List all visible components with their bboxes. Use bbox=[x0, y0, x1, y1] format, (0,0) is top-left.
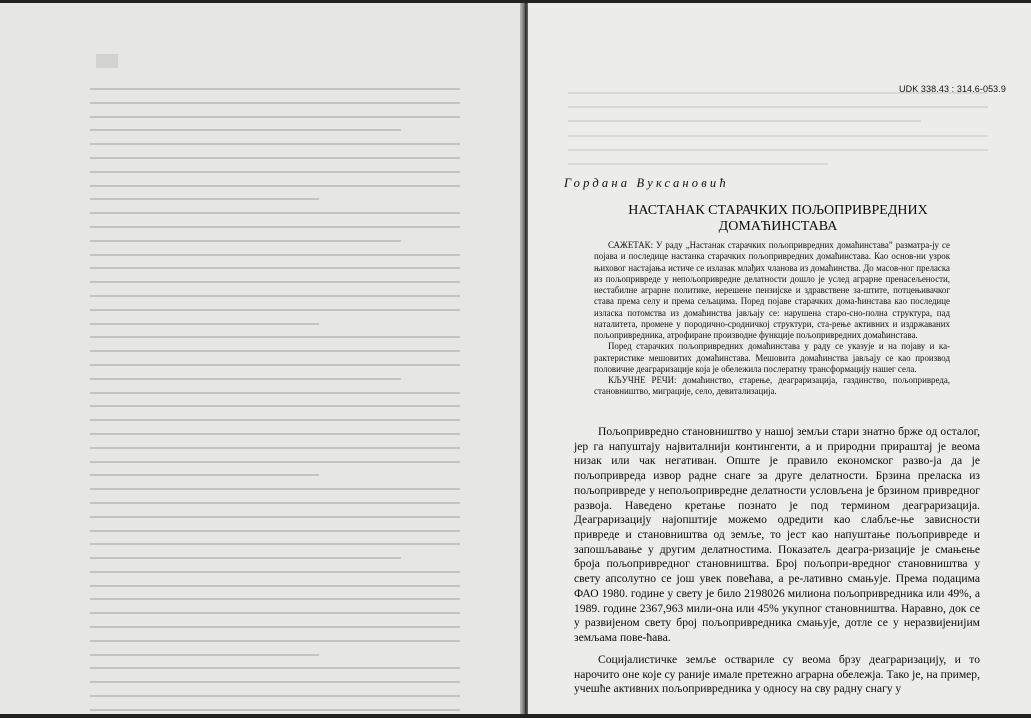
bleed-through-page-number bbox=[96, 54, 118, 68]
body-paragraph: Пољопривредно становништво у нашој земљи стари знатно брже од осталог, јер га напуштају највиталнији контингенти, а и природни прираштај је веома низак или чак негативан. Опште је правило економског разво-ја да је пољопривреда извор радне снаге за друге делатности. Брзина преласка из пољопривреде у непољопривредне делатности условљена је брзином привредног развоја. Наведено кретање познато је под термином деаграризација. Деаграризацију најопштије можемо одредити као слабље-ње зависности привреде и становништва од земље, то јест као напуштање пољопривреде и запошљавање у другим делатностима. Показатељ деагра-ризације је смањење броја пољопривредног становништва. Број пољопри-вредног становништва у свету апсолутно се још увек повећава, а ре-лативно смањује. Према подацима ФАО 1980. године у свету је било 2198026 милиона пољопривредника или 49%, а 1989. године 2367,963 мили-она или 45% укупног становништва. Наравно, док се у развијеном свету број пољопривредника смањује, дотле се у неразвијенијим земљама пове-ћава. bbox=[574, 425, 980, 645]
article-title: НАСТАНАК СТАРАЧКИХ ПОЉОПРИВРЕДНИХ ДОМАЋИНСТАВА bbox=[628, 203, 928, 234]
abstract bbox=[594, 240, 950, 398]
udk-code: UDK 338.43 : 314.6-053.9 bbox=[899, 84, 1006, 94]
body-paragraph: Социјалистичке земље оствариле су веома брзу деаграризацију, и то нарочито оне које су раније имале претежно аграрна обележја. Тако је, на пример, учешће активних пољопривредника у односу на сву радну снагу у bbox=[574, 652, 980, 696]
scan-edge-top bbox=[0, 0, 1031, 3]
keywords: КЉУЧНЕ РЕЧИ: домаћинство, старење, деаграризација, газдинство, пољопривреда, становништво, миграције, село, девитализација. bbox=[594, 375, 950, 397]
bleed-through-text bbox=[568, 92, 988, 177]
article-body bbox=[574, 425, 980, 704]
bleed-through-text bbox=[90, 88, 460, 718]
scan-edge-bottom bbox=[0, 714, 1031, 718]
abstract-paragraph: Поред старачких пољопривредних домаћинстава у раду се указује и на појаву и ка-рактеристике мешовитих домаћинстава. Мешовита домаћинства јављају се као производ половичне деаграризације која је обележила послератну трансформацију нашег села. bbox=[594, 341, 950, 374]
author-name: Гордана Вуксановић bbox=[564, 176, 729, 190]
right-page bbox=[528, 0, 1031, 718]
abstract-paragraph: САЖЕТАК: У раду „Настанак старачких пољопривредних домаћинстава” разматра-ју се појава и последице настанка старачких пољопривредних домаћинстава. Као основ-ни узрок њиховог настајања истиче се излазак млађих чланова из домаћинства. До масов-ног преласка из пољопривреде у непољопривредне делатности дошло је услед аграрне пренасељености, нестабилне аграрне политике, нерешене пензијске и здравствене за-штите, потцењивачког става према селу и према сељацима. Поред појаве старачких дома-ћинстава као последице изласка потомства из домаћинства јављају се: нарушена старо-сно-полна структура, пад наталитета, промене у породично-сродничкој структури, ста-рење активних и издржаваних пољопривредника, атрофиране производне функције пољопривредних домаћинстава. bbox=[594, 240, 950, 340]
